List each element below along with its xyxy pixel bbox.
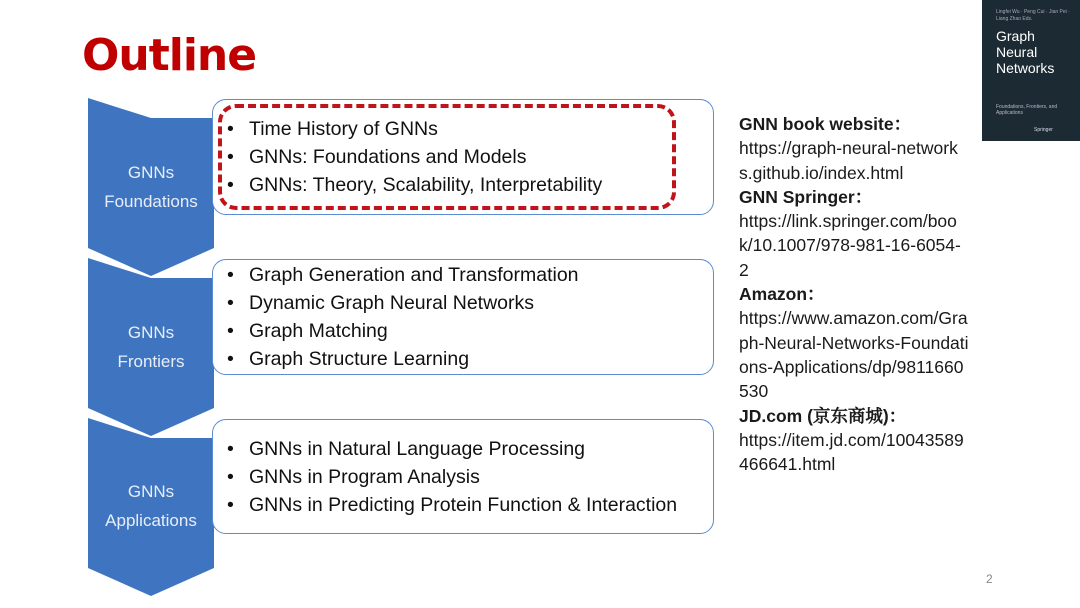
list-item: • Graph Matching bbox=[213, 317, 713, 345]
section-label-foundations: GNNs Foundations bbox=[104, 163, 198, 211]
book-cover-image bbox=[982, 0, 1080, 141]
publisher-logo: Springer bbox=[1034, 127, 1053, 133]
book-authors: Lingfei Wu · Peng Cui · Jian Pei · Liang Zhao Eds. bbox=[996, 9, 1070, 22]
list-item: • Time History of GNNs bbox=[213, 115, 713, 143]
list-item: • GNNs in Natural Language Processing bbox=[213, 435, 713, 463]
list-item: • GNNs: Theory, Scalability, Interpretability bbox=[213, 171, 713, 199]
list-item: • GNNs in Predicting Protein Function & Interaction bbox=[213, 491, 713, 519]
list-item: • Graph Structure Learning bbox=[213, 345, 713, 373]
section-label-frontiers: GNNs Frontiers bbox=[117, 323, 185, 371]
section-label-applications: GNNs Applications bbox=[105, 482, 197, 530]
link-website[interactable]: https://graph-neural-networks.github.io/index.html bbox=[739, 138, 958, 183]
list-item: • GNNs: Foundations and Models bbox=[213, 143, 713, 171]
highlight-dashed-outline bbox=[218, 104, 676, 210]
list-item: • Graph Generation and Transformation bbox=[213, 261, 713, 289]
link-springer[interactable]: https://link.springer.com/book/10.1007/978-981-16-6054-2 bbox=[739, 211, 961, 280]
frontiers-box bbox=[212, 259, 714, 375]
list-item: • GNNs in Program Analysis bbox=[213, 463, 713, 491]
links-panel bbox=[739, 112, 969, 476]
book-title: Graph Neural Networks bbox=[996, 28, 1055, 76]
link-heading-jd: JD.com (京东商城)： bbox=[739, 405, 907, 426]
applications-box bbox=[212, 419, 714, 534]
page-number: 2 bbox=[986, 572, 993, 586]
list-item: • Dynamic Graph Neural Networks bbox=[213, 289, 713, 317]
link-jd[interactable]: https://item.jd.com/10043589466641.html bbox=[739, 429, 964, 475]
slide-title: Outline bbox=[82, 30, 257, 81]
link-heading-amazon: Amazon： bbox=[739, 284, 825, 305]
link-heading-springer: GNN Springer： bbox=[739, 186, 873, 207]
link-heading-website: GNN book website： bbox=[739, 114, 912, 134]
link-amazon[interactable]: https://www.amazon.com/Graph-Neural-Networks-Foundations-Applications/dp/9811660530 bbox=[739, 308, 969, 402]
book-subtitle: Foundations, Frontiers, and Applications bbox=[996, 104, 1058, 116]
